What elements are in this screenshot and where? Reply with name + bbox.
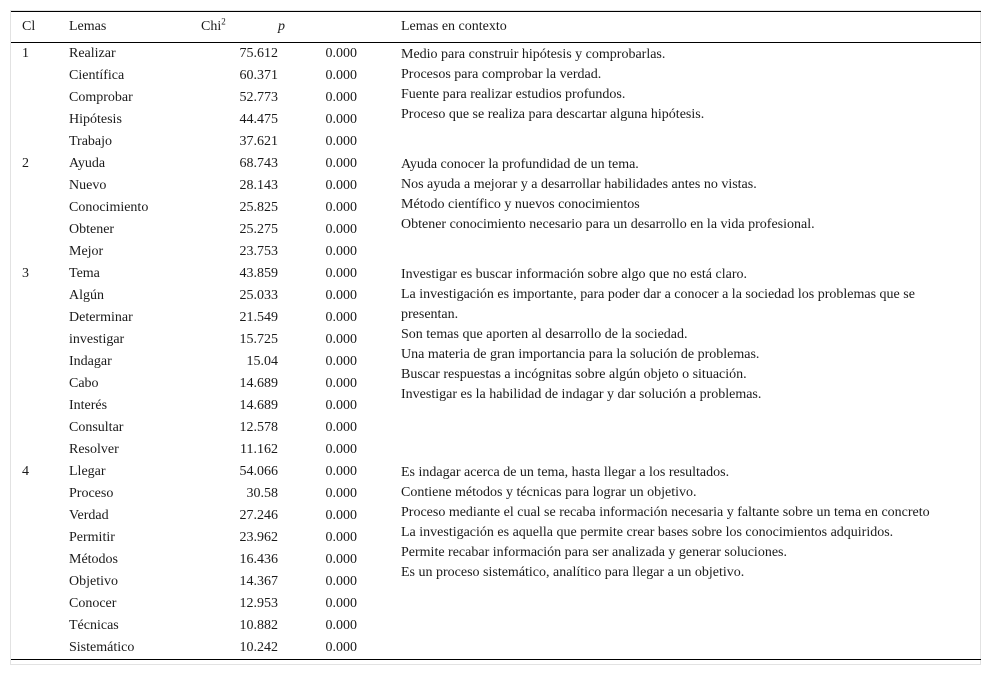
cluster-number bbox=[11, 549, 69, 571]
lema-cell: Comprobar bbox=[69, 90, 133, 105]
context-sentence: Proceso que se realiza para descartar alguna hipótesis. bbox=[401, 107, 705, 122]
chi-cell: 60.371 bbox=[239, 68, 278, 83]
chi-cell: 25.275 bbox=[239, 222, 278, 237]
context-sentence: Proceso mediante el cual se recaba información necesaria y faltante sobre un tema en concreto bbox=[401, 505, 930, 520]
cluster-number bbox=[11, 637, 69, 660]
table-row bbox=[11, 43, 981, 66]
context-sentence: Es indagar acerca de un tema, hasta llegar a los resultados. bbox=[401, 465, 730, 480]
table-row bbox=[11, 461, 981, 483]
context-sentence: Nos ayuda a mejorar y a desarrollar habilidades antes no vistas. bbox=[401, 177, 757, 192]
lema-cell: Ayuda bbox=[69, 156, 106, 171]
p-cell: 0.000 bbox=[325, 398, 357, 413]
lema-cell: Sistemático bbox=[69, 640, 135, 655]
lema-cell: Proceso bbox=[69, 486, 114, 501]
context-list bbox=[401, 43, 953, 125]
chi-cell: 27.246 bbox=[239, 508, 278, 523]
lema-cell: Resolver bbox=[69, 442, 119, 457]
chi-cell: 43.859 bbox=[239, 266, 278, 281]
cluster-number bbox=[11, 615, 69, 637]
lema-cell: Interés bbox=[69, 398, 108, 413]
cluster-number bbox=[11, 109, 69, 131]
p-cell: 0.000 bbox=[325, 640, 357, 655]
context-sentence: Ayuda conocer la profundidad de un tema. bbox=[401, 157, 639, 172]
lema-cell: Realizar bbox=[69, 46, 116, 61]
cluster-number bbox=[11, 65, 69, 87]
p-cell: 0.000 bbox=[325, 200, 357, 215]
p-cell: 0.000 bbox=[325, 222, 357, 237]
lema-cell: Conocimiento bbox=[69, 200, 149, 215]
context-sentence: La investigación es importante, para poder dar a conocer a la sociedad los problemas que se presentan. bbox=[401, 287, 915, 322]
cluster-number bbox=[11, 175, 69, 197]
lema-cell: Hipótesis bbox=[69, 112, 122, 127]
cluster-number bbox=[11, 527, 69, 549]
context-sentence: Medio para construir hipótesis y comprobarlas. bbox=[401, 47, 666, 62]
lema-cell: Técnicas bbox=[69, 618, 119, 633]
p-cell: 0.000 bbox=[325, 266, 357, 281]
header-contexto: Lemas en contexto bbox=[401, 19, 507, 34]
lema-cell: Permitir bbox=[69, 530, 115, 545]
context-sentence: Son temas que aporten al desarrollo de la sociedad. bbox=[401, 327, 688, 342]
cluster-number bbox=[11, 593, 69, 615]
lema-cell: Indagar bbox=[69, 354, 112, 369]
lema-cell: Científica bbox=[69, 68, 125, 83]
context-cell bbox=[357, 43, 981, 154]
lema-cell: Mejor bbox=[69, 244, 104, 259]
chi-cell: 52.773 bbox=[239, 90, 278, 105]
p-cell: 0.000 bbox=[325, 134, 357, 149]
p-cell: 0.000 bbox=[325, 288, 357, 303]
p-cell: 0.000 bbox=[325, 486, 357, 501]
chi-cell: 25.825 bbox=[239, 200, 278, 215]
lema-cell: Obtener bbox=[69, 222, 115, 237]
chi-cell: 12.953 bbox=[239, 596, 278, 611]
chi-cell: 14.689 bbox=[239, 398, 278, 413]
chi-cell: 44.475 bbox=[239, 112, 278, 127]
lema-cell: Conocer bbox=[69, 596, 117, 611]
context-sentence: Una materia de gran importancia para la solución de problemas. bbox=[401, 347, 760, 362]
context-sentence: Es un proceso sistemático, analítico para llegar a un objetivo. bbox=[401, 565, 745, 580]
cluster-number: 1 bbox=[22, 46, 29, 61]
p-cell: 0.000 bbox=[325, 574, 357, 589]
chi-cell: 14.367 bbox=[239, 574, 278, 589]
lema-cell: Nuevo bbox=[69, 178, 107, 193]
chi-cell: 14.689 bbox=[239, 376, 278, 391]
context-cell bbox=[357, 263, 981, 461]
context-sentence: La investigación es aquella que permite crear bases sobre los conocimientos adquiridos. bbox=[401, 525, 894, 540]
context-cell bbox=[357, 153, 981, 263]
lema-cell: Llegar bbox=[69, 464, 106, 479]
header-chi-label: Chi bbox=[201, 19, 222, 34]
context-list bbox=[401, 153, 953, 235]
context-sentence: Permite recabar información para ser analizada y generar soluciones. bbox=[401, 545, 787, 560]
cluster-number bbox=[11, 197, 69, 219]
cluster-number bbox=[11, 439, 69, 461]
cluster-number bbox=[11, 219, 69, 241]
p-cell: 0.000 bbox=[325, 310, 357, 325]
p-cell: 0.000 bbox=[325, 464, 357, 479]
header-chi-superscript: 2 bbox=[221, 16, 226, 27]
lema-cell: Trabajo bbox=[69, 134, 113, 149]
table-header-row bbox=[11, 12, 981, 43]
chi-cell: 15.725 bbox=[239, 332, 278, 347]
header-cl: Cl bbox=[22, 19, 36, 34]
lema-cell: investigar bbox=[69, 332, 125, 347]
cluster-number bbox=[11, 373, 69, 395]
lema-cell: Métodos bbox=[69, 552, 118, 567]
lema-cell: Verdad bbox=[69, 508, 109, 523]
chi-cell: 10.882 bbox=[239, 618, 278, 633]
chi-cell: 23.753 bbox=[239, 244, 278, 259]
context-sentence: Fuente para realizar estudios profundos. bbox=[401, 87, 626, 102]
cluster-number bbox=[11, 483, 69, 505]
p-cell: 0.000 bbox=[325, 112, 357, 127]
p-cell: 0.000 bbox=[325, 596, 357, 611]
context-sentence: Buscar respuestas a incógnitas sobre algún objeto o situación. bbox=[401, 367, 747, 382]
chi-cell: 11.162 bbox=[240, 442, 278, 457]
context-list bbox=[401, 461, 953, 583]
cluster-number bbox=[11, 285, 69, 307]
cluster-number bbox=[11, 131, 69, 153]
cluster-number bbox=[11, 307, 69, 329]
cluster-number bbox=[11, 329, 69, 351]
p-cell: 0.000 bbox=[325, 376, 357, 391]
cluster-number bbox=[11, 505, 69, 527]
lema-cell: Algún bbox=[69, 288, 104, 303]
chi-cell: 21.549 bbox=[239, 310, 278, 325]
chi-cell: 68.743 bbox=[239, 156, 278, 171]
table-body bbox=[11, 43, 981, 660]
context-sentence: Investigar es buscar información sobre algo que no está claro. bbox=[401, 267, 747, 282]
context-cell bbox=[357, 461, 981, 660]
chi-cell: 15.04 bbox=[246, 354, 278, 369]
header-p: p bbox=[278, 19, 285, 34]
chi-cell: 54.066 bbox=[239, 464, 278, 479]
context-sentence: Investigar es la habilidad de indagar y dar solución a problemas. bbox=[401, 387, 762, 402]
header-chi bbox=[201, 12, 278, 43]
chi-cell: 37.621 bbox=[239, 134, 278, 149]
context-sentence: Procesos para comprobar la verdad. bbox=[401, 67, 602, 82]
p-cell: 0.000 bbox=[325, 332, 357, 347]
context-sentence: Obtener conocimiento necesario para un desarrollo en la vida profesional. bbox=[401, 217, 815, 232]
p-cell: 0.000 bbox=[325, 68, 357, 83]
table-row bbox=[11, 263, 981, 285]
lema-cell: Tema bbox=[69, 266, 100, 281]
cluster-number: 4 bbox=[22, 464, 29, 479]
cluster-number bbox=[11, 417, 69, 439]
p-cell: 0.000 bbox=[325, 178, 357, 193]
p-cell: 0.000 bbox=[325, 156, 357, 171]
chi-cell: 75.612 bbox=[239, 46, 278, 61]
cluster-number bbox=[11, 241, 69, 263]
chi-cell: 28.143 bbox=[239, 178, 278, 193]
p-cell: 0.000 bbox=[325, 442, 357, 457]
context-sentence: Método científico y nuevos conocimientos bbox=[401, 197, 640, 212]
chi-cell: 12.578 bbox=[239, 420, 278, 435]
lema-cell: Consultar bbox=[69, 420, 124, 435]
context-sentence: Contiene métodos y técnicas para lograr un objetivo. bbox=[401, 485, 697, 500]
cluster-number: 3 bbox=[22, 266, 29, 281]
p-cell: 0.000 bbox=[325, 244, 357, 259]
p-cell: 0.000 bbox=[325, 420, 357, 435]
p-cell: 0.000 bbox=[325, 508, 357, 523]
p-cell: 0.000 bbox=[325, 46, 357, 61]
context-list bbox=[401, 263, 953, 405]
cluster-number bbox=[11, 87, 69, 109]
lema-cell: Cabo bbox=[69, 376, 99, 391]
cluster-number bbox=[11, 571, 69, 593]
p-cell: 0.000 bbox=[325, 618, 357, 633]
chi-cell: 10.242 bbox=[239, 640, 278, 655]
p-cell: 0.000 bbox=[325, 552, 357, 567]
table-row bbox=[11, 153, 981, 175]
chi-cell: 16.436 bbox=[239, 552, 278, 567]
lemas-table bbox=[11, 11, 981, 660]
chi-cell: 23.962 bbox=[239, 530, 278, 545]
chi-cell: 30.58 bbox=[246, 486, 278, 501]
lema-cell: Determinar bbox=[69, 310, 133, 325]
cluster-number bbox=[11, 395, 69, 417]
p-cell: 0.000 bbox=[325, 530, 357, 545]
p-cell: 0.000 bbox=[325, 90, 357, 105]
chi-cell: 25.033 bbox=[239, 288, 278, 303]
header-lemas: Lemas bbox=[69, 19, 107, 34]
p-cell: 0.000 bbox=[325, 354, 357, 369]
lema-cell: Objetivo bbox=[69, 574, 118, 589]
cluster-number bbox=[11, 351, 69, 373]
cluster-number: 2 bbox=[22, 156, 29, 171]
